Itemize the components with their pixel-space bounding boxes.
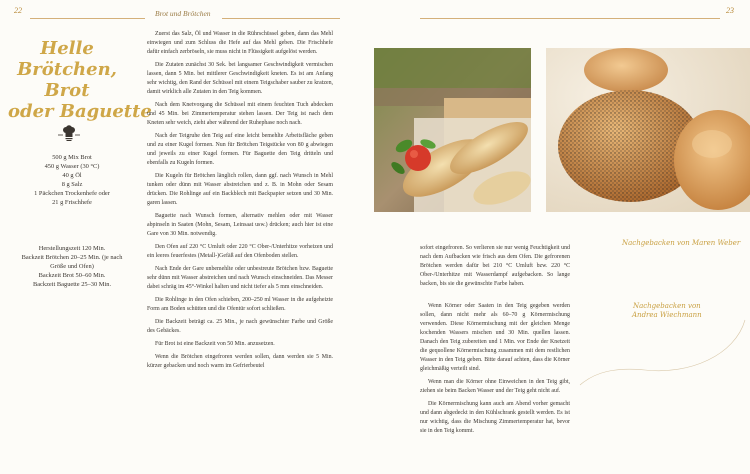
- running-header: Brot und Brötchen: [155, 9, 211, 18]
- paragraph: Nach dem Knetvorgang die Schüssel mit einem feuchten Tuch abdecken und 45 Min. bei Zimmertemperatur stehen lassen. Der Teig ist nach dem Kneten sehr weich, zieht aber während der Ruhephase noch nach.: [147, 102, 333, 126]
- paragraph: Die Rohlinge in den Ofen schieben, 200–250 ml Wasser in die aufgeheizte Form am Boden schütten und die Ofentür sofort schließen.: [147, 297, 333, 312]
- ingredient: 500 g Mix Brot: [52, 154, 92, 161]
- paragraph: sofort eingefroren. So verlieren sie nur wenig Feuchtigkeit und nach dem Aufbacken wie frisch aus dem Ofen. Die gefrorenen Brötchen werden dafür bei 210 °C Umluft bzw. 220 °C Ober-/Unterhitze mit Wasserdampf aufgebacken. So lange backen, bis sie die gewünschte Farbe haben.: [420, 245, 570, 287]
- recipe-title: [8, 38, 152, 122]
- time-item: Backzeit Baguette 25–30 Min.: [32, 281, 112, 288]
- chef-hat-icon: [58, 124, 80, 146]
- paragraph: Die Kugeln für Brötchen länglich rollen, dann ggf. nach Wunsch in Mehl tunken oder dünn mit Wasser abstreichen und z. B. in Mohn oder Sesam drücken. Die Rohlinge auf ein Backblech mit Backpapier setzen und 30 Min. garen lassen.: [147, 173, 333, 206]
- title-line: Helle: [40, 38, 94, 59]
- decorative-swirl-icon: [560, 300, 750, 390]
- instructions-column: [147, 30, 333, 375]
- paragraph: Zuerst das Salz, Öl und Wasser in die Rührschüssel geben, dann das Mehl einwiegen und zum Schluss die Hefe auf das Mehl geben. Die Frischhefe dafür einfach zerbröseln, sie muss nicht in Flüssigkeit aufgelöst werden.: [147, 31, 333, 55]
- paragraph: Für Brot ist eine Backzeit von 50 Min. anzusetzen.: [155, 341, 275, 347]
- paragraph: Wenn die Brötchen eingefroren werden sollen, dann werden sie 5 Min. kürzer gebacken und noch warm im Gefrierbeutel: [147, 354, 333, 369]
- column3-top-text: [420, 244, 570, 293]
- header-rule-left: [30, 18, 145, 19]
- paragraph: Nach Ende der Gare unbemehlte oder unbestreute Brötchen bzw. Baguette sehr dünn mit Wasser abstreichen und nach Wunsch einschneiden. Das Messer dabei schräg im 45°-Winkel halten und nicht tiefer als 5 mm einschneiden.: [147, 266, 333, 290]
- header-rule-center: [222, 18, 340, 19]
- paragraph: Baguette nach Wunsch formen, alternativ mehlen oder mit Wasser abpinseln in Saaten (Mohn, Sesam, Leinsaat usw.) drücken; auch hier ist eine Gare von 30 Min. notwendig.: [147, 213, 333, 237]
- paragraph: Die Körnermischung kann auch am Abend vorher gemacht und dann abgedeckt in den Kühlschrank gestellt werden. Es ist nur wichtig, dass die Mischung Zimmertemperatur hat, bevor sie in den Teig kommt.: [420, 401, 570, 434]
- header-rule-right: [420, 18, 720, 19]
- time-item: Backzeit Brötchen 20–25 Min. (je nach: [21, 254, 123, 261]
- right-page-number: 23: [726, 6, 734, 15]
- paragraph: Den Ofen auf 220 °C Umluft oder 220 °C Ober-/Unterhitze vorheizen und ein leeres feuerfestes (Metall-)Gefäß auf den Ofenboden stellen.: [147, 244, 333, 259]
- title-line: Brot: [44, 80, 90, 101]
- column3-bottom-text: [420, 302, 570, 440]
- photo-poppy-seed-rolls: [546, 48, 750, 212]
- time-item: Backzeit Brot 50–60 Min.: [38, 272, 106, 279]
- ingredient: 40 g Öl: [62, 172, 82, 179]
- ingredient: 1 Päckchen Trockenhefe oder: [34, 190, 110, 197]
- paragraph: Die Backzeit beträgt ca. 25 Min., je nach gewünschter Farbe und Größe des Gebäckes.: [147, 319, 333, 334]
- ingredient: 21 g Frischhefe: [52, 199, 92, 206]
- credit-line: Nachgebacken von: [632, 302, 701, 310]
- time-item: Größe und Ofen): [50, 263, 94, 270]
- time-item: Herstellungszeit 120 Min.: [38, 245, 106, 252]
- left-page-number: 22: [14, 6, 22, 15]
- credit-maren-weber: Nachgebacken von Maren Weber: [622, 239, 741, 247]
- ingredient: 8 g Salz: [61, 181, 83, 188]
- paragraph: Wenn man die Körner ohne Einweichen in den Teig gibt, ziehen sie beim Backen Wasser und der Teig geht nicht auf.: [420, 379, 570, 394]
- paragraph: Wenn Körner oder Saaten in den Teig gegeben werden sollen, dann nicht mehr als 60–70 g Körnermischung verwenden. Diese Körnermischung mit der gleichen Menge kochenden Wassers mischen und 30 Min. quellen lassen. Danach den Teig zubereiten und 1 Min. vor Ende der Knetzeit die gequollene Körnermischung zusammen mit dem restlichen Wasser in den Teig geben. Bitte darauf achten, dass die Körner gleichmäßig verteilt sind.: [420, 303, 570, 372]
- time-list: [8, 244, 136, 289]
- photo-baked-rolls-board: [374, 48, 531, 212]
- paragraph: Nach der Teigruhe den Teig auf eine leicht bemehlte Arbeitsfläche geben und zu einer Kugel formen. Nun für Brötchen Teigstücke von 80 g abwiegen und jeweils zu einer Kugel formen. Für Baguette den Teig dritteln und ebenfalls zu Kugeln formen.: [147, 133, 333, 166]
- ingredient-list: [8, 153, 136, 207]
- paragraph: Die Zutaten zunächst 30 Sek. bei langsamer Geschwindigkeit vermischen lassen, dann 5 Min. bei mittlerer Geschwindigkeit kneten. Es ist am Anfang sehr wichtig, den Rand der Schüssel mit einem Teigschaber sauber zu kratzen, damit wirklich alle Zutaten in den Teig kommen.: [147, 62, 333, 95]
- credit-line: Andrea Wiechmann: [632, 311, 702, 319]
- title-line: oder Baguette: [8, 101, 152, 122]
- title-line: Brötchen,: [17, 59, 117, 80]
- ingredient: 450 g Wasser (30 °C): [44, 163, 100, 170]
